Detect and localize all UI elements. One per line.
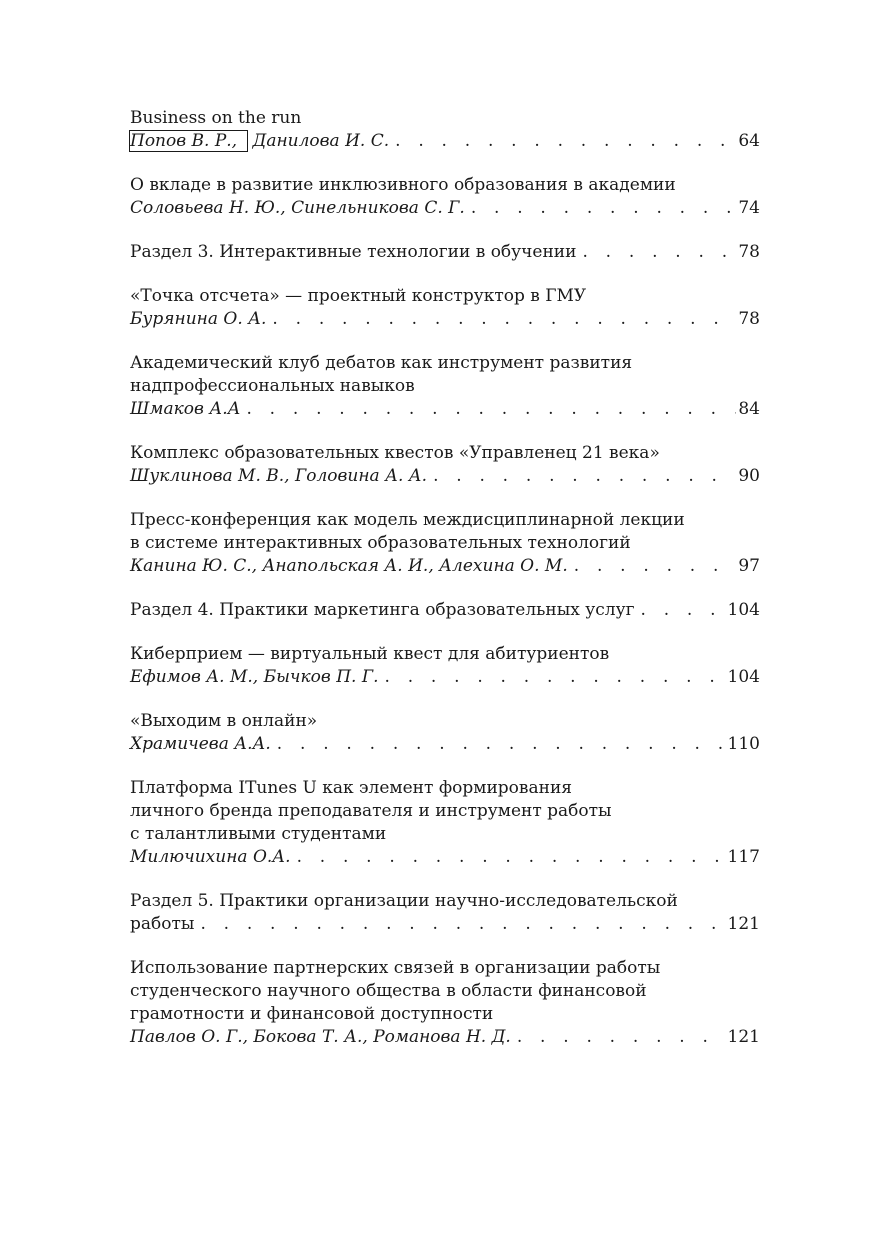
toc-entry[interactable]	[130, 285, 760, 331]
toc-section[interactable]	[130, 890, 760, 936]
page-number: 90	[738, 466, 760, 486]
entry-title-cont: грамотности и финансовой доступности	[130, 1004, 494, 1024]
toc-entry[interactable]	[130, 643, 760, 689]
entry-authors: Шуклинова М. В., Головина А. А.	[130, 466, 428, 486]
dot-leader	[291, 846, 726, 869]
toc-entry[interactable]	[130, 777, 760, 869]
page-number: 121	[727, 914, 760, 934]
entry-authors: Павлов О. Г., Бокова Т. А., Романова Н. Д.	[130, 1027, 511, 1047]
page-number: 74	[738, 198, 760, 218]
dot-leader	[568, 555, 737, 578]
dot-leader	[635, 599, 726, 622]
toc-entry[interactable]	[130, 174, 760, 220]
entry-authors: Шмаков А.А	[130, 399, 241, 419]
entry-authors: Соловьева Н. Ю., Синельникова С. Г.	[130, 198, 465, 218]
dot-leader	[427, 465, 736, 488]
entry-title-cont: с талантливыми студентами	[130, 824, 387, 844]
page-number: 121	[727, 1027, 760, 1047]
page-number: 64	[738, 131, 760, 151]
author-names: Данилова И. С.	[252, 131, 390, 151]
section-title: Раздел 5. Практики организации научно-исследовательской	[130, 891, 678, 911]
page-number: 97	[738, 556, 760, 576]
entry-title: Использование партнерских связей в организации работы	[130, 958, 661, 978]
page-number: 78	[738, 242, 760, 262]
dot-leader	[576, 241, 736, 264]
dot-leader	[465, 197, 737, 220]
entry-title: О вкладе в развитие инклюзивного образования в академии	[130, 175, 676, 195]
dot-leader	[240, 398, 736, 421]
page-number: 104	[727, 667, 760, 687]
page-number: 110	[727, 734, 760, 754]
entry-title-cont: надпрофессиональных навыков	[130, 376, 415, 396]
entry-authors: Храмичева А.А.	[130, 734, 271, 754]
entry-title: «Точка отсчета» — проектный конструктор в ГМУ	[130, 286, 587, 306]
entry-authors	[130, 130, 389, 153]
section-title: Раздел 4. Практики маркетинга образовательных услуг	[130, 600, 635, 620]
entry-title: Платформа ITunes U как элемент формирования	[130, 778, 572, 798]
toc-section[interactable]	[130, 599, 760, 622]
entry-authors: Канина Ю. С., Анапольская А. И., Алехина О. М.	[130, 556, 568, 576]
page-number: 78	[738, 309, 760, 329]
entry-title: Business on the run	[130, 108, 302, 128]
entry-title: Академический клуб дебатов как инструмент развития	[130, 353, 633, 373]
entry-authors: Милючихина О.А.	[130, 847, 291, 867]
dot-leader	[511, 1026, 726, 1049]
page-number: 117	[727, 847, 760, 867]
toc-entry[interactable]	[130, 107, 760, 153]
entry-authors: Ефимов А. М., Бычков П. Г.	[130, 667, 379, 687]
highlighted-author[interactable]: Попов В. Р.,	[130, 131, 247, 151]
toc-entry[interactable]	[130, 957, 760, 1049]
entry-title: Пресс-конференция как модель междисциплинарной лекции	[130, 510, 685, 530]
entry-title: Комплекс образовательных квестов «Управленец 21 века»	[130, 443, 660, 463]
entry-title-cont: личного бренда преподавателя и инструмент работы	[130, 801, 612, 821]
page-number: 104	[727, 600, 760, 620]
entry-title-cont: студенческого научного общества в области финансовой	[130, 981, 647, 1001]
dot-leader	[378, 666, 725, 689]
toc-entry[interactable]	[130, 352, 760, 421]
toc-entry[interactable]	[130, 710, 760, 756]
toc-entry[interactable]	[130, 509, 760, 578]
table-of-contents	[130, 107, 760, 1070]
entry-authors: Бурянина О. А.	[130, 309, 267, 329]
page-number: 84	[738, 399, 760, 419]
dot-leader	[389, 130, 736, 153]
section-title-cont: работы	[130, 914, 195, 934]
section-title: Раздел 3. Интерактивные технологии в обучении	[130, 242, 577, 262]
toc-section[interactable]	[130, 241, 760, 264]
entry-title: «Выходим в онлайн»	[130, 711, 318, 731]
dot-leader	[271, 733, 726, 756]
dot-leader	[266, 308, 736, 331]
toc-entry[interactable]	[130, 442, 760, 488]
entry-title: Киберприем — виртуальный квест для абитуриентов	[130, 644, 610, 664]
dot-leader	[194, 913, 725, 936]
entry-title-cont: в системе интерактивных образовательных технологий	[130, 533, 631, 553]
